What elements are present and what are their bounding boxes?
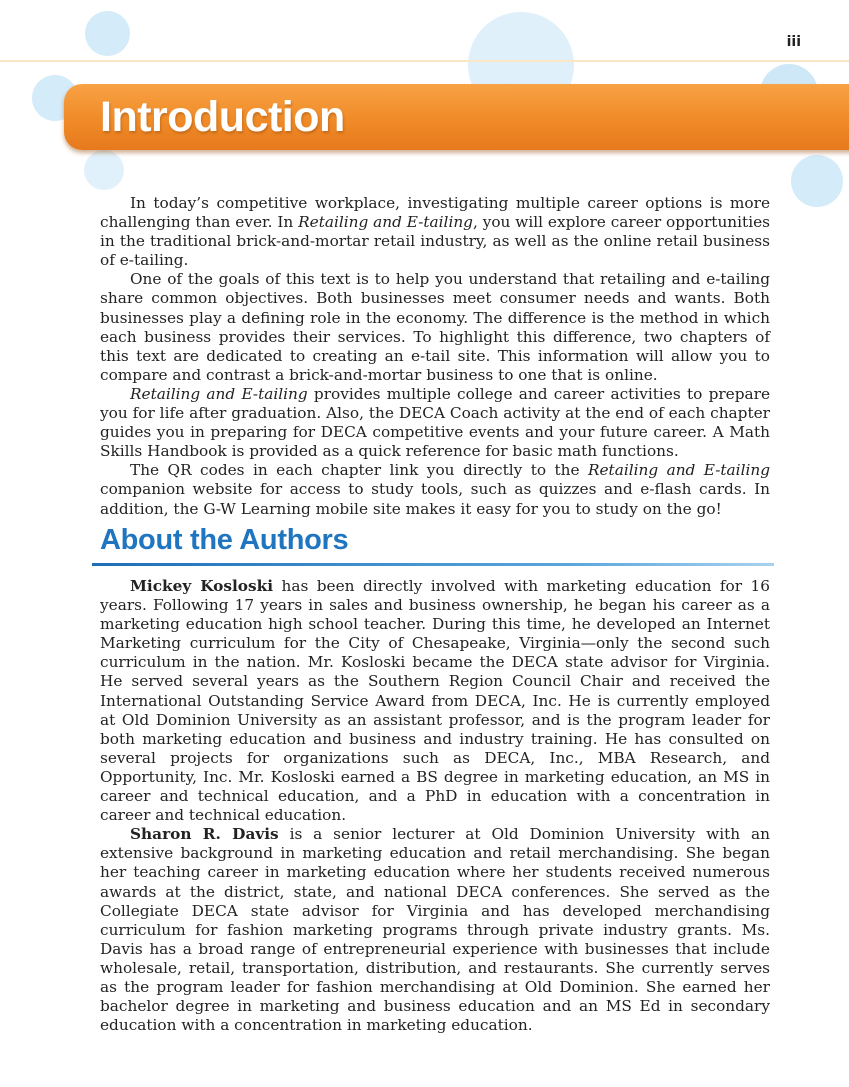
book-title: Retailing and E-tailing [130, 384, 308, 403]
introduction-body [100, 194, 770, 519]
decorative-bubble [84, 150, 124, 190]
author-name: Mickey Kosloski [130, 577, 274, 595]
intro-paragraph-3: Retailing and E-tailing provides multiple college and career activities to prepare you for life after graduation. Also, the DECA Coach activity at the end of each chapter guides you in preparing for DECA competitive events and your future career. A Math Skills Handbook is provided as a quick reference for basic math functions. [100, 384, 770, 461]
book-title: Retailing and E-tailing [298, 213, 473, 232]
section-heading-authors: About the Authors [100, 524, 349, 556]
chapter-title: Introduction [100, 93, 345, 141]
decorative-bubble [85, 11, 130, 56]
authors-body [100, 577, 770, 1035]
author-name: Sharon R. Davis [130, 825, 279, 844]
intro-paragraph-2: One of the goals of this text is to help you understand that retailing and e-tailing share common objectives. Both businesses meet consumer needs and wants. Both businesses play a defining role in the economy. The difference is the method in which each business provides their services. To highlight this difference, two chapters of this text are dedicated to creating an e-tail site. This information will allow you to compare and contrast a brick-and-mortar business to one that is online. [100, 270, 770, 384]
author-bio-davis: Sharon R. Davis is a senior lecturer at Old Dominion University with an extensive background in marketing education and retail merchandising. She began her teaching career in marketing education where her students received numerous awards at the district, state, and national DECA conferences. She served as the Collegiate DECA state advisor for Virginia and has developed merchandising curriculum for fashion marketing programs through private industry grants. Ms. Davis has a broad range of entrepreneurial experience with businesses that include wholesale, retail, transportation, distribution, and restaurants. She currently serves as the program leader for fashion merchandising at Old Dominion. She earned her bachelor degree in marketing and business education and an MS Ed in secondary education with a concentration in marketing education. [100, 825, 770, 1035]
author-bio-kosloski: Mickey Kosloski has been directly involved with marketing education for 16 years. Following 17 years in sales and business ownership, he began his career as a marketing education high school teacher. During this time, he developed an Internet Marketing curriculum for the City of Chesapeake, Virginia—only the second such curriculum in the nation. Mr. Kosloski became the DECA state advisor for Virginia. He served several years as the Southern Region Council Chair and received the International Outstanding Service Award from DECA, Inc. He is currently employed at Old Dominion University as an assistant professor, and is the program leader for both marketing education and business and industry training. He has consulted on several projects for organizations such as DECA, Inc., MBA Research, and Opportunity, Inc. Mr. Kosloski earned a BS degree in marketing education, an MS in career and technical education, and a PhD in education with a concentration in career and technical education. [100, 577, 770, 825]
book-title: Retailing and E-tailing [587, 461, 770, 480]
decorative-bubble [791, 155, 843, 207]
header-rule [0, 60, 849, 62]
section-rule [92, 563, 774, 566]
intro-paragraph-4: The QR codes in each chapter link you directly to the Retailing and E-tailing companion website for access to study tools, such as quizzes and e-flash cards. In addition, the G-W Learning mobile site makes it easy for you to study on the go! [100, 461, 770, 518]
intro-paragraph-1: In today’s competitive workplace, investigating multiple career options is more challenging than ever. In Retailing and E-tailing, you will explore career opportunities in the traditional brick-and-mortar retail industry, as well as the online retail business of e-tailing. [100, 194, 770, 270]
page-number: iii [786, 34, 801, 50]
